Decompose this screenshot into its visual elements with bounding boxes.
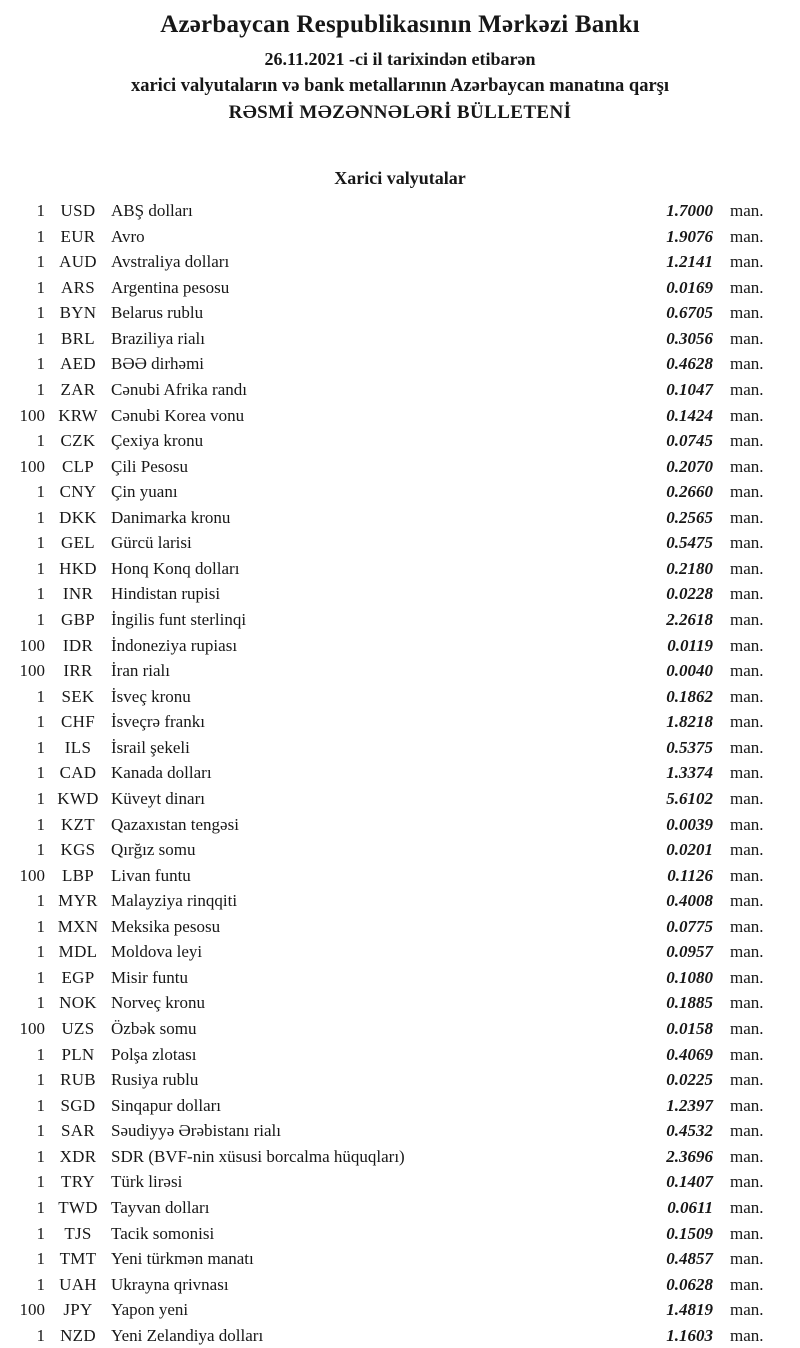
unit-label: man. <box>730 1019 764 1038</box>
rate-value: 0.1407 <box>666 1172 713 1192</box>
unit-label: man. <box>730 993 764 1013</box>
currency-quantity: 1 <box>36 201 45 220</box>
rate-value: 0.1509 <box>666 1223 713 1243</box>
currency-code: MXN <box>57 916 99 936</box>
currency-name: Hindistan rupisi <box>111 584 221 604</box>
rate-value: 0.0201 <box>666 840 713 860</box>
currency-row <box>0 1042 800 1068</box>
currency-quantity: 1 <box>36 686 45 706</box>
currency-row <box>0 607 800 633</box>
currency-quantity: 1 <box>36 763 45 783</box>
rate-value: 0.4628 <box>666 354 713 374</box>
rate-value: 0.6705 <box>666 303 713 323</box>
unit-label: man. <box>730 737 764 757</box>
currency-code: LBP <box>61 865 95 885</box>
unit-label: man. <box>730 814 764 834</box>
currency-quantity: 100 <box>19 635 45 655</box>
currency-code: UZS <box>61 1019 95 1038</box>
currency-row <box>0 1272 800 1298</box>
currency-code: HKD <box>59 558 97 578</box>
currency-quantity: 1 <box>36 788 45 808</box>
currency-quantity: 1 <box>36 891 45 911</box>
rate-value: 0.0957 <box>666 942 713 962</box>
currency-quantity: 1 <box>36 1121 45 1141</box>
currency-quantity: 1 <box>36 1070 45 1090</box>
currency-name: Səudiyyə Ərəbistanı rialı <box>111 1121 281 1141</box>
currency-row <box>0 351 800 377</box>
currency-row <box>0 505 800 531</box>
currency-row <box>0 863 800 889</box>
currency-code: EGP <box>61 967 95 987</box>
currency-row <box>0 556 800 582</box>
currency-code: UAH <box>59 1274 97 1294</box>
currency-row <box>0 1118 800 1144</box>
currency-name: Kanada dolları <box>111 763 212 783</box>
currency-row <box>0 812 800 838</box>
currency-quantity: 1 <box>36 252 45 272</box>
currency-name: İsveçrə frankı <box>111 712 205 732</box>
rate-value: 0.0611 <box>667 1197 713 1217</box>
currency-quantity: 100 <box>19 456 45 476</box>
currency-code: NOK <box>59 993 97 1013</box>
unit-label: man. <box>730 840 764 860</box>
currency-code: SGD <box>60 1095 96 1115</box>
unit-label: man. <box>730 1146 764 1166</box>
unit-label: man. <box>730 584 764 604</box>
currency-code: SEK <box>61 686 95 706</box>
rate-value: 0.4069 <box>666 1044 713 1064</box>
currency-code: ARS <box>61 277 95 297</box>
effective-date-line: 26.11.2021 -ci il tarixindən etibarən <box>264 49 536 69</box>
unit-label: man. <box>730 1249 764 1269</box>
unit-label: man. <box>730 405 764 425</box>
currency-code: CAD <box>59 763 97 783</box>
currency-code: USD <box>60 201 96 220</box>
rate-value: 0.5375 <box>666 737 713 757</box>
currency-quantity: 1 <box>36 1274 45 1294</box>
currency-row <box>0 428 800 454</box>
currency-quantity: 1 <box>36 1044 45 1064</box>
unit-label: man. <box>730 303 764 323</box>
currency-name: Tacik somonisi <box>111 1223 215 1243</box>
currency-code: TJS <box>64 1223 92 1243</box>
rate-value: 2.2618 <box>666 610 713 629</box>
currency-code: MDL <box>58 942 98 962</box>
rate-value: 0.0228 <box>666 584 713 604</box>
currency-code: XDR <box>59 1146 97 1166</box>
currency-code: GEL <box>61 533 95 553</box>
currency-code: SAR <box>61 1121 95 1141</box>
currency-name: Moldova leyi <box>111 942 203 962</box>
currency-name: Qırğız somu <box>111 840 196 860</box>
currency-code: AED <box>60 354 96 374</box>
currency-name: Avstraliya dolları <box>111 252 230 272</box>
unit-label: man. <box>730 686 764 706</box>
currency-name: İran rialı <box>111 661 170 681</box>
currency-code: RUB <box>60 1070 96 1090</box>
currency-row <box>0 1093 800 1119</box>
currency-name: Malayziya rinqqiti <box>111 891 238 911</box>
rate-value: 0.0119 <box>667 635 713 655</box>
rate-value: 1.7000 <box>666 201 713 220</box>
unit-label: man. <box>730 1197 764 1217</box>
unit-label: man. <box>730 942 764 962</box>
currency-code: EUR <box>60 226 96 246</box>
currency-code: CZK <box>60 431 96 451</box>
unit-label: man. <box>730 201 764 220</box>
unit-label: man. <box>730 226 764 246</box>
currency-name: Braziliya rialı <box>111 328 205 348</box>
currency-name: Çin yuanı <box>111 482 178 502</box>
currency-quantity: 1 <box>36 814 45 834</box>
currency-row <box>0 377 800 403</box>
unit-label: man. <box>730 1300 764 1320</box>
rate-value: 0.4008 <box>666 891 713 911</box>
currency-name: Tayvan dolları <box>111 1197 210 1217</box>
currency-row <box>0 709 800 735</box>
currency-quantity: 1 <box>36 712 45 732</box>
currency-code: KZT <box>61 814 95 834</box>
rate-value: 1.8218 <box>666 712 713 732</box>
currency-row <box>0 581 800 607</box>
currency-name: BƏƏ dirhəmi <box>111 354 205 374</box>
currency-row <box>0 300 800 326</box>
rate-value: 0.0225 <box>666 1070 713 1090</box>
document-header <box>0 0 800 125</box>
currency-quantity: 1 <box>36 610 45 629</box>
currency-name: Yeni türkmən manatı <box>111 1249 254 1269</box>
currency-row <box>0 224 800 250</box>
currency-row <box>0 1016 800 1042</box>
currency-quantity: 100 <box>19 865 45 885</box>
rate-value: 0.0040 <box>666 661 713 681</box>
currency-quantity: 1 <box>36 354 45 374</box>
currency-quantity: 1 <box>36 533 45 553</box>
currency-quantity: 1 <box>36 379 45 399</box>
currency-code: TRY <box>61 1172 95 1192</box>
rate-value: 0.0745 <box>666 431 713 451</box>
unit-label: man. <box>730 328 764 348</box>
currency-quantity: 1 <box>36 1325 45 1345</box>
currency-name: Ukrayna qrivnası <box>111 1274 229 1294</box>
currency-row <box>0 403 800 429</box>
rate-value: 0.4857 <box>666 1249 713 1269</box>
currency-row <box>0 479 800 505</box>
currency-code: AUD <box>59 252 97 272</box>
currency-name: Sinqapur dolları <box>111 1095 222 1115</box>
currency-quantity: 1 <box>36 1146 45 1166</box>
rate-value: 1.1603 <box>666 1325 713 1345</box>
rate-value: 0.0628 <box>666 1274 713 1294</box>
currency-row <box>0 658 800 684</box>
currency-quantity: 1 <box>36 1249 45 1269</box>
rate-value: 1.4819 <box>666 1300 713 1320</box>
currency-quantity: 100 <box>19 661 45 681</box>
currency-name: Meksika pesosu <box>111 916 221 936</box>
currency-quantity: 100 <box>19 405 45 425</box>
currency-name: Avro <box>111 226 145 246</box>
currency-row <box>0 198 800 224</box>
currency-quantity: 100 <box>19 1019 45 1038</box>
currency-quantity: 1 <box>36 993 45 1013</box>
unit-label: man. <box>730 379 764 399</box>
currency-name: Küveyt dinarı <box>111 788 205 808</box>
currency-row <box>0 1169 800 1195</box>
currency-name: Yapon yeni <box>111 1300 189 1320</box>
currency-row <box>0 1067 800 1093</box>
currency-name: Polşa zlotası <box>111 1044 197 1064</box>
currency-row <box>0 326 800 352</box>
unit-label: man. <box>730 354 764 374</box>
currency-quantity: 1 <box>36 482 45 502</box>
currency-code: CLP <box>61 456 95 476</box>
currency-quantity: 1 <box>36 1197 45 1217</box>
rate-value: 1.2141 <box>666 252 713 272</box>
currency-row <box>0 633 800 659</box>
bulletin-title: RƏSMİ MƏZƏNNƏLƏRİ BÜLLETENİ <box>228 102 572 123</box>
currency-row <box>0 684 800 710</box>
currency-code: NZD <box>60 1325 96 1345</box>
unit-label: man. <box>730 1223 764 1243</box>
currency-code: GBP <box>61 610 95 629</box>
rate-value: 0.0169 <box>666 277 713 297</box>
rate-value: 1.2397 <box>666 1095 713 1115</box>
unit-label: man. <box>730 1121 764 1141</box>
currency-name: Yeni Zelandiya dolları <box>111 1325 264 1345</box>
rate-value: 0.1862 <box>666 686 713 706</box>
currency-name: Norveç kronu <box>111 993 205 1013</box>
currency-name: Çili Pesosu <box>111 456 188 476</box>
rate-value: 0.2565 <box>666 507 713 527</box>
currency-quantity: 1 <box>36 277 45 297</box>
currency-code: INR <box>62 584 94 604</box>
currency-code: KGS <box>60 840 96 860</box>
currency-code: CHF <box>61 712 95 732</box>
unit-label: man. <box>730 763 764 783</box>
unit-label: man. <box>730 635 764 655</box>
unit-label: man. <box>730 891 764 911</box>
currency-name: Belarus rublu <box>111 303 204 323</box>
currency-code: BRL <box>61 328 95 348</box>
rate-value: 0.1424 <box>666 405 713 425</box>
currency-code: IDR <box>62 635 94 655</box>
currency-row <box>0 1221 800 1247</box>
currency-row <box>0 786 800 812</box>
currency-name: ABŞ dolları <box>111 201 193 220</box>
rate-value: 0.3056 <box>666 328 713 348</box>
currency-code: PLN <box>61 1044 95 1064</box>
currency-quantity: 1 <box>36 1223 45 1243</box>
currency-code: DKK <box>59 507 97 527</box>
unit-label: man. <box>730 916 764 936</box>
currency-quantity: 1 <box>36 916 45 936</box>
currency-row <box>0 1144 800 1170</box>
currency-row <box>0 837 800 863</box>
currency-quantity: 1 <box>36 737 45 757</box>
unit-label: man. <box>730 482 764 502</box>
rate-value: 0.2070 <box>666 456 713 476</box>
rate-value: 0.2660 <box>666 482 713 502</box>
currency-name: İndoneziya rupiası <box>111 635 238 655</box>
currency-row <box>0 939 800 965</box>
currency-name: Cənubi Afrika randı <box>111 379 247 399</box>
unit-label: man. <box>730 1325 764 1345</box>
unit-label: man. <box>730 712 764 732</box>
currency-row <box>0 530 800 556</box>
unit-label: man. <box>730 1095 764 1115</box>
unit-label: man. <box>730 788 764 808</box>
currency-name: Çexiya kronu <box>111 431 204 451</box>
currency-name: Gürcü larisi <box>111 533 192 553</box>
currency-quantity: 1 <box>36 507 45 527</box>
rate-value: 0.2180 <box>666 558 713 578</box>
rate-value: 0.4532 <box>666 1121 713 1141</box>
unit-label: man. <box>730 1044 764 1064</box>
unit-label: man. <box>730 865 764 885</box>
unit-label: man. <box>730 456 764 476</box>
rate-value: 0.1126 <box>667 865 713 885</box>
currency-quantity: 1 <box>36 328 45 348</box>
currency-row <box>0 454 800 480</box>
currency-row <box>0 1195 800 1221</box>
currency-code: JPY <box>63 1300 93 1320</box>
unit-label: man. <box>730 533 764 553</box>
unit-label: man. <box>730 967 764 987</box>
currency-code: KWD <box>57 788 99 808</box>
unit-label: man. <box>730 252 764 272</box>
subject-line: xarici valyutaların və bank metallarının Azərbaycan manatına qarşı <box>130 76 670 96</box>
currency-code: TMT <box>59 1249 97 1269</box>
currency-name: Danimarka kronu <box>111 507 231 527</box>
currency-code: CNY <box>59 482 97 502</box>
unit-label: man. <box>730 610 764 629</box>
exchange-rates-table <box>0 198 800 1348</box>
currency-quantity: 100 <box>19 1300 45 1320</box>
unit-label: man. <box>730 277 764 297</box>
currency-quantity: 1 <box>36 1172 45 1192</box>
unit-label: man. <box>730 431 764 451</box>
currency-name: Cənubi Korea vonu <box>111 405 245 425</box>
currency-name: Livan funtu <box>111 865 191 885</box>
currency-name: Honq Konq dolları <box>111 558 240 578</box>
currency-row <box>0 760 800 786</box>
currency-quantity: 1 <box>36 303 45 323</box>
currency-quantity: 1 <box>36 226 45 246</box>
bank-name-title: Azərbaycan Respublikasının Mərkəzi Bankı <box>160 11 640 38</box>
currency-row <box>0 888 800 914</box>
currency-row <box>0 914 800 940</box>
currency-quantity: 1 <box>36 431 45 451</box>
rate-value: 0.0039 <box>666 814 713 834</box>
currency-row <box>0 1323 800 1348</box>
currency-name: İngilis funt sterlinqi <box>111 610 247 629</box>
currency-name: SDR (BVF-nin xüsusi borcalma hüquqları) <box>111 1146 405 1166</box>
currency-quantity: 1 <box>36 584 45 604</box>
rate-value: 5.6102 <box>666 788 713 808</box>
currency-name: Argentina pesosu <box>111 277 230 297</box>
currency-row <box>0 965 800 991</box>
currency-row <box>0 1297 800 1323</box>
unit-label: man. <box>730 1172 764 1192</box>
currency-code: MYR <box>58 891 98 911</box>
currency-row <box>0 1246 800 1272</box>
currency-code: BYN <box>59 303 97 323</box>
unit-label: man. <box>730 507 764 527</box>
unit-label: man. <box>730 661 764 681</box>
currency-name: İsrail şekeli <box>111 737 190 757</box>
currency-name: Qazaxıstan tengəsi <box>111 814 239 834</box>
unit-label: man. <box>730 1070 764 1090</box>
rate-value: 0.5475 <box>666 533 713 553</box>
currency-quantity: 1 <box>36 1095 45 1115</box>
currency-name: Misir funtu <box>111 967 188 987</box>
rate-value: 0.1080 <box>666 967 713 987</box>
currency-code: IRR <box>63 661 93 681</box>
rate-value: 0.1047 <box>666 379 713 399</box>
currency-name: Özbək somu <box>111 1019 197 1038</box>
unit-label: man. <box>730 1274 764 1294</box>
currency-row <box>0 275 800 301</box>
currency-quantity: 1 <box>36 558 45 578</box>
currency-code: ILS <box>64 737 92 757</box>
rate-value: 0.1885 <box>666 993 713 1013</box>
currency-code: KRW <box>58 405 98 425</box>
currency-name: Türk lirəsi <box>111 1172 183 1192</box>
currency-name: Rusiya rublu <box>111 1070 199 1090</box>
unit-label: man. <box>730 558 764 578</box>
section-title-foreign-currencies: Xarici valyutalar <box>334 168 466 188</box>
currency-quantity: 1 <box>36 967 45 987</box>
rate-value: 1.9076 <box>666 226 713 246</box>
currency-quantity: 1 <box>36 840 45 860</box>
currency-quantity: 1 <box>36 942 45 962</box>
rate-value: 0.0775 <box>666 916 713 936</box>
rate-value: 2.3696 <box>666 1146 713 1166</box>
currency-row <box>0 990 800 1016</box>
currency-code: TWD <box>58 1197 98 1217</box>
rate-value: 0.0158 <box>666 1019 713 1038</box>
rate-value: 1.3374 <box>666 763 713 783</box>
currency-name: İsveç kronu <box>111 686 191 706</box>
currency-row <box>0 249 800 275</box>
currency-row <box>0 735 800 761</box>
currency-code: ZAR <box>60 379 96 399</box>
